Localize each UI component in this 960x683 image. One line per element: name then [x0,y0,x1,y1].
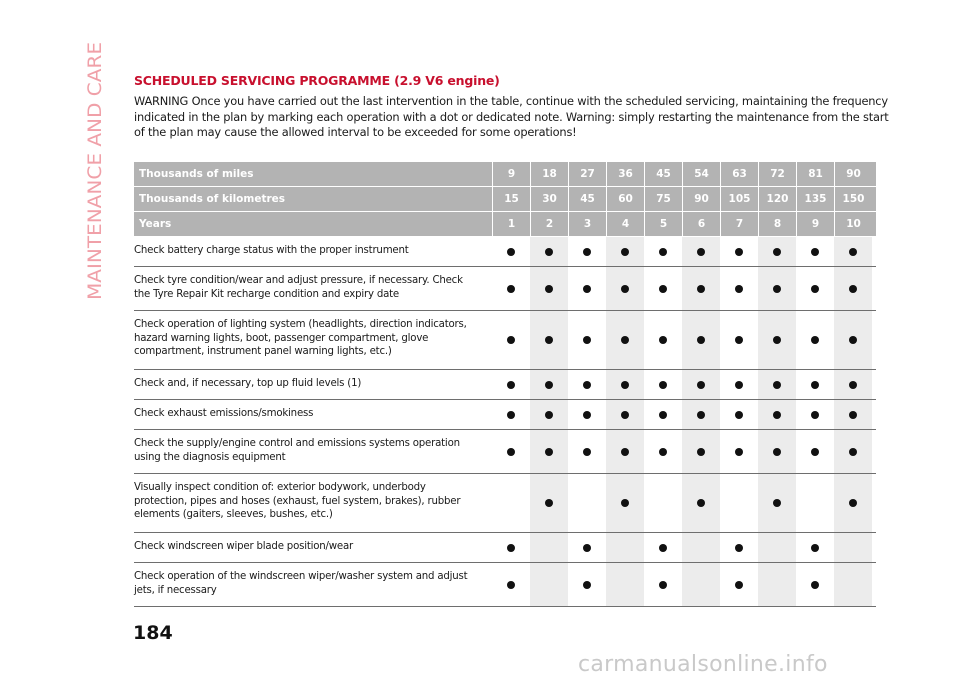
scheduled-dot-icon [697,248,705,256]
scheduled-dot-icon [811,336,819,344]
operation-cell [568,400,606,429]
operation-cell [834,237,872,266]
section-side-label [82,40,108,302]
operation-label: Check battery charge status with the proper instrument [134,245,409,256]
operation-cell [568,267,606,310]
scheduled-dot-icon [849,499,857,507]
operation-cell [530,267,568,310]
scheduled-dot-icon [583,336,591,344]
operation-cell [606,474,644,532]
scheduled-dot-icon [659,285,667,293]
operation-cell [492,563,530,606]
scheduled-dot-icon [583,544,591,552]
operation-cell [720,400,758,429]
operation-cell [682,400,720,429]
scheduled-dot-icon [659,448,667,456]
header-cell: 3 [568,212,606,236]
header-cell: 81 [796,162,834,186]
operation-cell [834,370,872,399]
scheduled-dot-icon [545,336,553,344]
section-side-label-svg [82,40,108,302]
operation-cell [720,533,758,562]
operation-row [134,533,876,563]
header-cell: 36 [606,162,644,186]
scheduled-dot-icon [583,285,591,293]
operation-cell [492,237,530,266]
operation-cell [758,430,796,473]
watermark-text: carmanualsonline.info [578,652,828,677]
operation-cell [796,400,834,429]
operation-cell [568,563,606,606]
scheduled-dot-icon [583,411,591,419]
header-cell: 90 [834,162,872,186]
scheduled-dot-icon [583,381,591,389]
header-row [134,162,876,187]
scheduled-dot-icon [583,248,591,256]
operation-cell [720,430,758,473]
operation-cell [644,311,682,369]
header-cell: 2 [530,212,568,236]
operation-cell [796,311,834,369]
operation-cell [530,370,568,399]
scheduled-dot-icon [735,411,743,419]
operation-cell [796,370,834,399]
operation-cell [568,311,606,369]
operation-cell [568,430,606,473]
operation-cell [834,474,872,532]
operation-cell [834,533,872,562]
header-cell: 15 [492,187,530,211]
header-row-label: Thousands of kilometres [139,193,286,205]
section-side-label-text: MAINTENANCE AND CARE [85,61,106,300]
operation-cell [758,267,796,310]
operation-cell [834,400,872,429]
operation-cell [834,430,872,473]
operation-cell [492,430,530,473]
operation-cell [530,430,568,473]
scheduled-dot-icon [697,448,705,456]
operation-cell [606,563,644,606]
operation-cell [758,563,796,606]
operation-cell [758,533,796,562]
scheduled-dot-icon [659,411,667,419]
scheduled-dot-icon [545,381,553,389]
scheduled-dot-icon [507,285,515,293]
header-cell: 6 [682,212,720,236]
operation-cell [682,563,720,606]
scheduled-dot-icon [849,248,857,256]
operation-cell [796,474,834,532]
scheduled-dot-icon [545,448,553,456]
operation-row [134,237,876,267]
operation-cell [644,400,682,429]
header-row-label: Years [139,218,172,230]
operation-cell [492,370,530,399]
scheduled-dot-icon [507,448,515,456]
scheduled-dot-icon [583,448,591,456]
operation-cell [606,237,644,266]
scheduled-dot-icon [621,499,629,507]
header-cell: 60 [606,187,644,211]
scheduled-dot-icon [697,499,705,507]
operation-cell [796,533,834,562]
operation-cell [720,267,758,310]
scheduled-dot-icon [507,544,515,552]
header-cell: 1 [492,212,530,236]
operation-cell [568,237,606,266]
scheduled-dot-icon [621,248,629,256]
operation-label: Check windscreen wiper blade position/wear [134,541,354,552]
operation-cell [758,370,796,399]
operation-cell [492,311,530,369]
operation-cell [796,237,834,266]
operation-label: Check the supply/engine control and emissions systems operation using the diagnosis equipment [134,438,460,463]
scheduled-dot-icon [621,381,629,389]
header-cell: 10 [834,212,872,236]
operation-label: Visually inspect condition of: exterior bodywork, underbody protection, pipes and hoses (exhaust, fuel system, brakes), rubber elements (gaiters, sleeves, bushes, etc.) [134,482,461,520]
header-cell: 7 [720,212,758,236]
scheduled-dot-icon [659,581,667,589]
header-cell: 54 [682,162,720,186]
scheduled-dot-icon [659,381,667,389]
page-title: SCHEDULED SERVICING PROGRAMME (2.9 V6 engine) [134,73,500,88]
header-cell: 75 [644,187,682,211]
scheduled-dot-icon [811,448,819,456]
scheduled-dot-icon [545,248,553,256]
operation-cell [644,533,682,562]
operation-cell [644,474,682,532]
scheduled-dot-icon [773,248,781,256]
operation-cell [720,370,758,399]
operation-cell [606,311,644,369]
header-cell: 63 [720,162,758,186]
operation-cell [606,370,644,399]
scheduled-dot-icon [507,381,515,389]
operation-cell [834,563,872,606]
scheduled-dot-icon [735,581,743,589]
operation-cell [682,430,720,473]
scheduled-dot-icon [621,411,629,419]
operation-cell [720,474,758,532]
operation-row [134,563,876,607]
scheduled-dot-icon [545,499,553,507]
header-cell: 150 [834,187,872,211]
operation-cell [606,267,644,310]
operation-label: Check exhaust emissions/smokiness [134,408,314,419]
operation-cell [796,563,834,606]
scheduled-dot-icon [811,544,819,552]
operation-cell [492,474,530,532]
operation-label: Check and, if necessary, top up fluid levels (1) [134,378,362,389]
operation-row [134,400,876,430]
scheduled-dot-icon [659,336,667,344]
scheduled-dot-icon [735,248,743,256]
operation-cell [720,311,758,369]
scheduled-dot-icon [621,336,629,344]
scheduled-dot-icon [621,285,629,293]
operation-cell [492,533,530,562]
operation-cell [644,563,682,606]
header-cell: 90 [682,187,720,211]
operation-cell [606,533,644,562]
scheduled-dot-icon [507,336,515,344]
scheduled-dot-icon [659,248,667,256]
operation-cell [644,430,682,473]
header-cell: 9 [492,162,530,186]
scheduled-dot-icon [545,411,553,419]
operation-cell [606,430,644,473]
operation-cell [568,533,606,562]
header-cell: 105 [720,187,758,211]
operation-cell [796,430,834,473]
operation-row [134,474,876,533]
operation-cell [834,311,872,369]
header-cell: 45 [644,162,682,186]
scheduled-dot-icon [849,411,857,419]
scheduled-dot-icon [849,285,857,293]
operation-cell [568,370,606,399]
operation-cell [720,563,758,606]
operation-row [134,370,876,400]
page-number: 184 [133,622,173,644]
operation-cell [492,267,530,310]
operation-cell [606,400,644,429]
operation-cell [682,267,720,310]
scheduled-dot-icon [849,448,857,456]
operation-label: Check tyre condition/wear and adjust pressure, if necessary. Check the Tyre Repair Kit recharge condition and expiry date [134,275,463,300]
operation-label: Check operation of the windscreen wiper/washer system and adjust jets, if necessary [134,571,468,596]
header-cell: 120 [758,187,796,211]
operation-cell [796,267,834,310]
operation-cell [644,237,682,266]
header-cell: 4 [606,212,644,236]
header-row-label: Thousands of miles [139,168,254,180]
scheduled-dot-icon [545,285,553,293]
scheduled-dot-icon [849,336,857,344]
scheduled-dot-icon [773,285,781,293]
scheduled-dot-icon [735,448,743,456]
operation-row [134,430,876,474]
operation-cell [682,474,720,532]
scheduled-dot-icon [735,544,743,552]
operation-cell [530,533,568,562]
header-cell: 72 [758,162,796,186]
header-cell: 18 [530,162,568,186]
scheduled-dot-icon [773,411,781,419]
header-cell: 45 [568,187,606,211]
operation-cell [682,533,720,562]
operation-cell [530,563,568,606]
header-cell: 30 [530,187,568,211]
scheduled-dot-icon [735,285,743,293]
operation-cell [530,237,568,266]
operation-cell [530,474,568,532]
header-cell: 135 [796,187,834,211]
scheduled-dot-icon [659,544,667,552]
operation-cell [644,370,682,399]
operation-cell [834,267,872,310]
scheduled-dot-icon [773,448,781,456]
operation-cell [720,237,758,266]
scheduled-dot-icon [811,285,819,293]
scheduled-dot-icon [811,411,819,419]
operation-cell [568,474,606,532]
operation-cell [682,370,720,399]
operation-label: Check operation of lighting system (headlights, direction indicators, hazard warning lights, boot, passenger compartment, glove compartment, instrument panel warning lights, etc.) [134,319,467,357]
scheduled-dot-icon [507,581,515,589]
operation-cell [644,267,682,310]
scheduled-dot-icon [811,248,819,256]
scheduled-dot-icon [773,381,781,389]
header-row [134,187,876,212]
operation-row [134,311,876,370]
scheduled-dot-icon [773,336,781,344]
header-cell: 9 [796,212,834,236]
scheduled-dot-icon [583,581,591,589]
operation-cell [530,400,568,429]
operation-cell [682,237,720,266]
operation-row [134,267,876,311]
operation-cell [530,311,568,369]
header-cell: 27 [568,162,606,186]
scheduled-dot-icon [621,448,629,456]
operation-cell [758,311,796,369]
scheduled-dot-icon [697,285,705,293]
operation-cell [682,311,720,369]
scheduled-dot-icon [811,381,819,389]
scheduled-dot-icon [773,499,781,507]
warning-paragraph: WARNING Once you have carried out the last intervention in the table, continue with the scheduled servicing, maintaining the frequency indicated in the plan by marking each operation with a dot or dedicated note. Warning: simply restarting the maintenance from the start of the plan may cause the allowed interval to be exceeded for some operations! [134,94,889,139]
scheduled-dot-icon [697,381,705,389]
operation-cell [758,237,796,266]
scheduled-dot-icon [735,336,743,344]
operation-cell [758,400,796,429]
operation-cell [758,474,796,532]
scheduled-dot-icon [697,411,705,419]
scheduled-dot-icon [697,336,705,344]
scheduled-dot-icon [507,411,515,419]
operation-cell [492,400,530,429]
scheduled-dot-icon [849,381,857,389]
servicing-table [134,162,876,607]
header-cell: 8 [758,212,796,236]
scheduled-dot-icon [507,248,515,256]
scheduled-dot-icon [811,581,819,589]
scheduled-dot-icon [735,381,743,389]
header-row [134,212,876,237]
header-cell: 5 [644,212,682,236]
